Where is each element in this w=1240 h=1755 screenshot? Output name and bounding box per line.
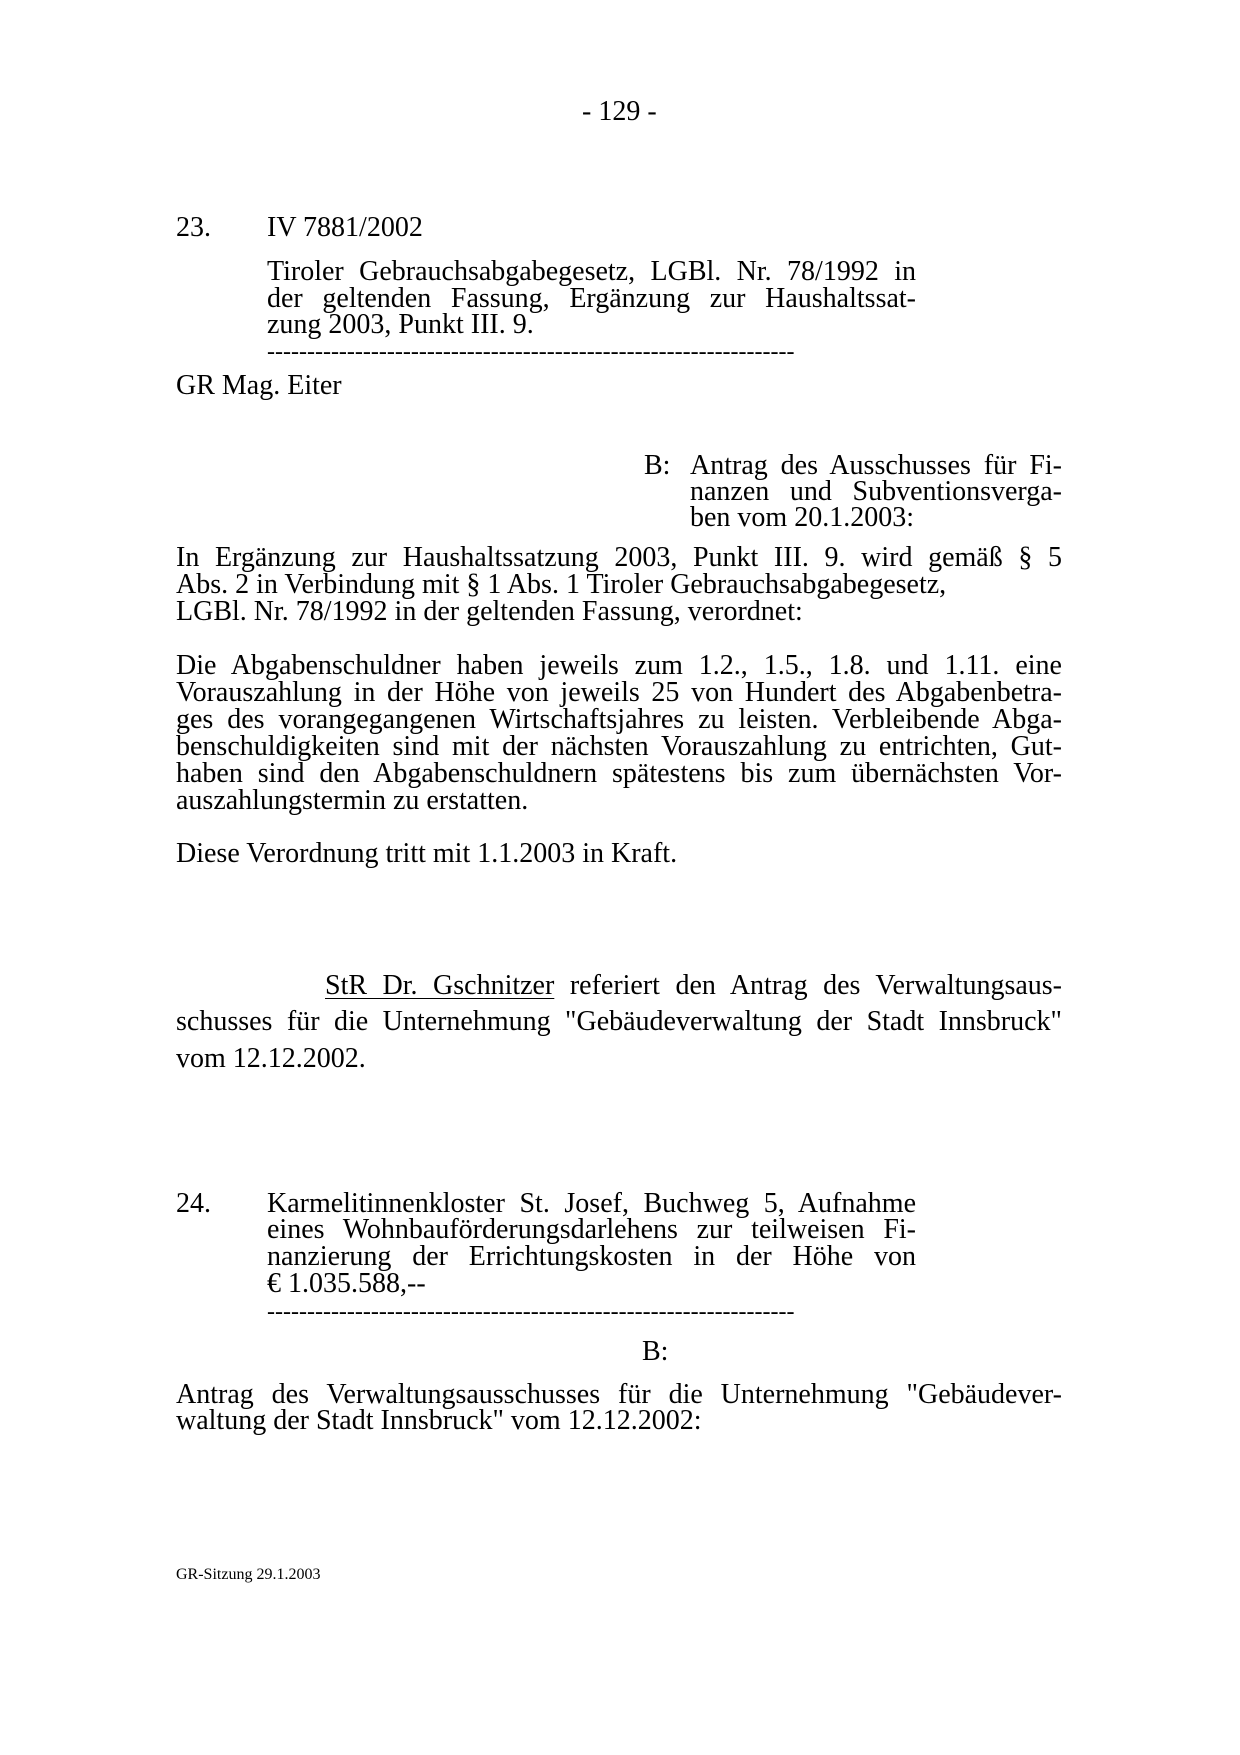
footer: GR-Sitzung 29.1.2003	[176, 1566, 321, 1583]
item-23-para1-line-2: Abs. 2 in Verbindung mit § 1 Abs. 1 Tiroler Gebrauchsabgabegesetz,	[176, 569, 947, 600]
item-23-b-line-3: ben vom 20.1.2003:	[690, 502, 914, 533]
report-line-1	[325, 972, 1062, 1000]
item-23-b-line-2: nanzen und Subventionsverga-	[690, 476, 1062, 507]
item-24-separator: ------------------------------------------------------------------	[267, 1299, 795, 1325]
report-line-2: schusses für die Unternehmung "Gebäudeverwaltung der Stadt Innsbruck"	[176, 1006, 1062, 1037]
item-23-para2-line-6: auszahlungstermin zu erstatten.	[176, 785, 529, 816]
item-24-number: 24.	[176, 1188, 211, 1219]
item-23-title-line-1: Tiroler Gebrauchsabgabegesetz, LGBl. Nr. 78/1992 in	[267, 256, 916, 287]
item-23-para1-line-1: In Ergänzung zur Haushaltssatzung 2003, Punkt III. 9. wird gemäß § 5	[176, 542, 1062, 573]
item-24-title-line-3: nanzierung der Errichtungskosten in der Höhe von	[267, 1241, 916, 1272]
item-23-b-label: B:	[644, 450, 671, 481]
item-23-para1-line-3: LGBl. Nr. 78/1992 in der geltenden Fassung, verordnet:	[176, 596, 803, 627]
item-23-para2-line-4: benschuldigkeiten sind mit der nächsten Vorauszahlung zu entrichten, Gut-	[176, 731, 1062, 762]
item-23-para2-line-2: Vorauszahlung in der Höhe von jeweils 25 von Hundert des Abgabenbetra-	[176, 677, 1062, 708]
report-line-3: vom 12.12.2002.	[176, 1043, 366, 1074]
item-23-number: 23.	[176, 212, 211, 243]
item-23-effective-date: Diese Verordnung tritt mit 1.1.2003 in Kraft.	[176, 838, 678, 869]
item-23-para2-line-3: ges des vorangegangenen Wirtschaftsjahres zu leisten. Verbleibende Abga-	[176, 704, 1062, 735]
item-24-b-label: B:	[642, 1336, 669, 1367]
item-23-para2-line-5: haben sind den Abgabenschuldnern spätestens bis zum übernächsten Vor-	[176, 758, 1062, 789]
page-number: - 129 -	[582, 96, 657, 127]
item-24-para-line-1: Antrag des Verwaltungsausschusses für die Unternehmung "Gebäudever-	[176, 1379, 1062, 1410]
item-23-separator: ------------------------------------------------------------------	[267, 339, 795, 365]
item-23-para2-line-1: Die Abgabenschuldner haben jeweils zum 1.2., 1.5., 1.8. und 1.11. eine	[176, 650, 1062, 681]
item-23-speaker: GR Mag. Eiter	[176, 370, 342, 401]
item-24-para-line-2: waltung der Stadt Innsbruck" vom 12.12.2002:	[176, 1405, 702, 1436]
item-24-amount: € 1.035.588,--	[267, 1268, 426, 1299]
item-23-title-line-3: zung 2003, Punkt III. 9.	[267, 309, 534, 340]
item-24-title-line-1: Karmelitinnenkloster St. Josef, Buchweg 5, Aufnahme	[267, 1188, 916, 1219]
item-23-title-line-2: der geltenden Fassung, Ergänzung zur Haushaltssat-	[267, 283, 916, 314]
report-speaker: StR Dr. Gschnitzer	[325, 970, 555, 1001]
item-23-reference: IV 7881/2002	[267, 212, 423, 243]
item-23-b-line-1: Antrag des Ausschusses für Fi-	[690, 450, 1062, 481]
report-line-1-text: referiert den Antrag des Verwaltungsaus-	[569, 970, 1063, 1001]
item-24-title-line-2: eines Wohnbauförderungsdarlehens zur teilweisen Fi-	[267, 1214, 916, 1245]
